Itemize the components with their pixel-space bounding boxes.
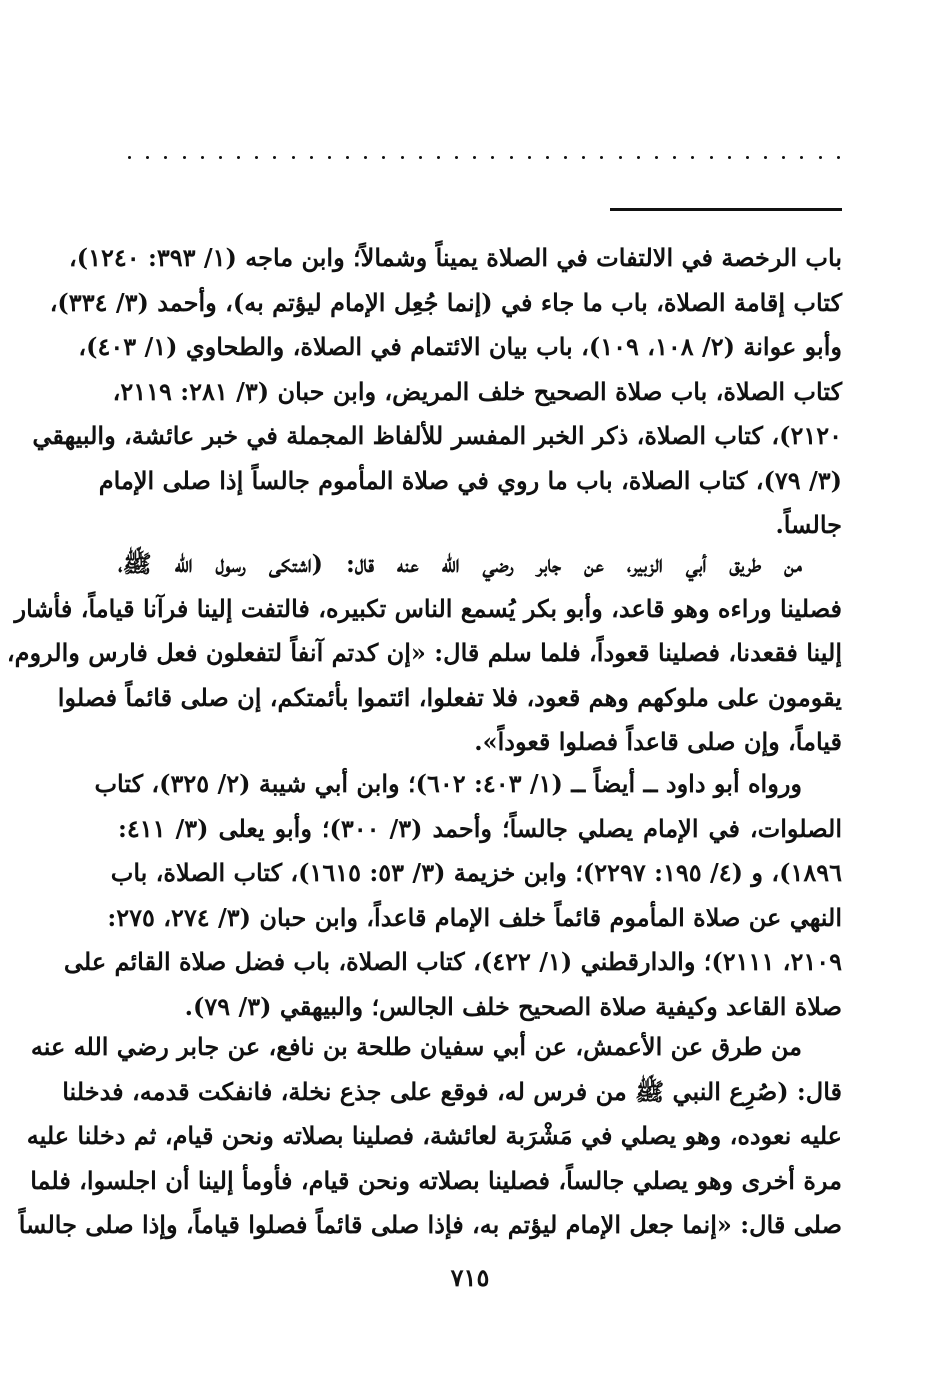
separator-dot [600, 156, 603, 159]
text-line: من طرق عن الأعمش، عن أبي سفيان طلحة بن نافع، عن جابر رضي الله عنه [30, 1032, 802, 1061]
dotted-separator [128, 150, 840, 164]
text-line: ٢١٢٠)، كتاب الصلاة، ذكر الخبر المفسر للألفاظ المجملة في خبر عائشة، والبيهقي [32, 421, 842, 450]
separator-dot [255, 156, 258, 159]
footnote-rule [610, 208, 842, 211]
text-line: كتاب إقامة الصلاة، باب ما جاء في (إنما جُعِل الإمام ليؤتم به)، وأحمد (٣/ ٣٣٤)، [49, 287, 842, 317]
separator-dot [310, 156, 313, 159]
paragraph-al-amash [18, 1025, 842, 1248]
text-line: من طريق أبي الزبير، عن جابر رضي الله عنه قال: (اشتكى رسول الله ﷺ، [118, 549, 802, 578]
text-line: كتاب الصلاة، باب صلاة الصحيح خلف المريض، وابن حبان (٣/ ٢٨١: ٢١١٩، [112, 376, 842, 406]
separator-dot [728, 156, 731, 159]
separator-dot [655, 156, 658, 159]
text-line: إلينا فقعدنا، فصلينا قعوداً، فلما سلم قال: «إن كدتم آنفاً لتفعلون فعل فارس والروم، [6, 638, 842, 667]
separator-dot [837, 156, 840, 159]
text-line: صلى قال: «إنما جعل الإمام ليؤتم به، فإذا صلى قائماً فصلوا قياماً، وإذا صلى جالساً [18, 1210, 842, 1239]
text-line: فصلينا وراءه وهو قاعد، وأبو بكر يُسمع الناس تكبيره، فالتفت إلينا فرآنا قياماً، فأشار [14, 593, 842, 623]
separator-dot [691, 156, 694, 159]
separator-dot [564, 156, 567, 159]
separator-dot [201, 156, 204, 159]
separator-dot [437, 156, 440, 159]
text-line: عليه نعوده، وهو يصلي في مَشْرَبة لعائشة، فصلينا بصلاته ونحن قيام، ثم دخلنا عليه [26, 1121, 842, 1150]
separator-dot [183, 156, 186, 159]
paragraph-abu-zubair [6, 542, 842, 765]
text-line: يقومون على ملوكهم وهم قعود، فلا تفعلوا، ائتموا بأئمتكم، إن صلى قائماً فصلوا [57, 682, 842, 712]
separator-dot [455, 156, 458, 159]
page-number: ٧١٥ [450, 1263, 490, 1292]
separator-dot [364, 156, 367, 159]
separator-dot [164, 156, 167, 159]
text-line: ١٨٩٦)، و (٤/ ١٩٥: ٢٢٩٧)؛ وابن خزيمة (٣/ ٥٣: ١٦١٥)، كتاب الصلاة، باب [110, 858, 842, 887]
separator-dot [473, 156, 476, 159]
text-line: مرة أخرى وهو يصلي جالساً، فصلينا بصلاته ونحن قيام، فأومأ إلينا أن اجلسوا، فلما [30, 1165, 842, 1195]
separator-dot [292, 156, 295, 159]
separator-dot [619, 156, 622, 159]
text-line: وأبو عوانة (٢/ ١٠٨، ١٠٩)، باب بيان الائتمام في الصلاة، والطحاوي (١/ ٤٠٣)، [78, 332, 842, 361]
separator-dot [219, 156, 222, 159]
separator-dot [673, 156, 676, 159]
separator-dot [237, 156, 240, 159]
separator-dot [782, 156, 785, 159]
text-line: صلاة القاعد وكيفية صلاة الصحيح خلف الجالس؛ والبيهقي (٣/ ٧٩). [184, 991, 842, 1021]
text-line: الصلوات، في الإمام يصلي جالساً؛ وأحمد (٣/ ٣٠٠)؛ وأبو يعلى (٣/ ٤١١: [118, 813, 843, 843]
separator-dot [401, 156, 404, 159]
separator-dot [710, 156, 713, 159]
separator-dot [764, 156, 767, 159]
separator-dot [582, 156, 585, 159]
separator-dot [746, 156, 749, 159]
separator-dot [800, 156, 803, 159]
separator-dot [528, 156, 531, 159]
footnote-text [32, 236, 842, 548]
separator-dot [546, 156, 549, 159]
separator-dot [637, 156, 640, 159]
text-line: قياماً، وإن صلى قاعداً فصلوا قعوداً». [474, 727, 842, 756]
separator-dot [819, 156, 822, 159]
separator-dot [146, 156, 149, 159]
separator-dot [128, 156, 131, 159]
separator-dot [419, 156, 422, 159]
separator-dot [510, 156, 513, 159]
text-line: النهي عن صلاة المأموم قائماً خلف الإمام قاعداً، وابن حبان (٣/ ٢٧٤، ٢٧٥: [107, 902, 842, 932]
text-line: قال: (صُرِع النبي ﷺ من فرس له، فوقع على جذع نخلة، فانفكت قدمه، فدخلنا [62, 1076, 842, 1106]
separator-dot [382, 156, 385, 159]
separator-dot [328, 156, 331, 159]
text-line: ورواه أبو داود ــ أيضاً ــ (١/ ٤٠٣: ٦٠٢)؛ وابن أبي شيبة (٢/ ٣٢٥)، كتاب [94, 769, 802, 798]
separator-dot [273, 156, 276, 159]
separator-dot [491, 156, 494, 159]
text-line: جالساً. [775, 510, 842, 539]
text-line: باب الرخصة في الالتفات في الصلاة يميناً وشمالاً؛ وابن ماجه (١/ ٣٩٣: ١٢٤٠)، [68, 243, 842, 272]
paragraph-abu-dawud [63, 762, 843, 1029]
separator-dot [346, 156, 349, 159]
text-line: (٣/ ٧٩)، كتاب الصلاة، باب ما روي في صلاة المأموم جالساً إذا صلى الإمام [98, 465, 842, 495]
text-line: ٢١٠٩، ٢١١١)؛ والدارقطني (١/ ٤٢٢)، كتاب الصلاة، باب فضل صلاة القائم على [63, 947, 842, 976]
